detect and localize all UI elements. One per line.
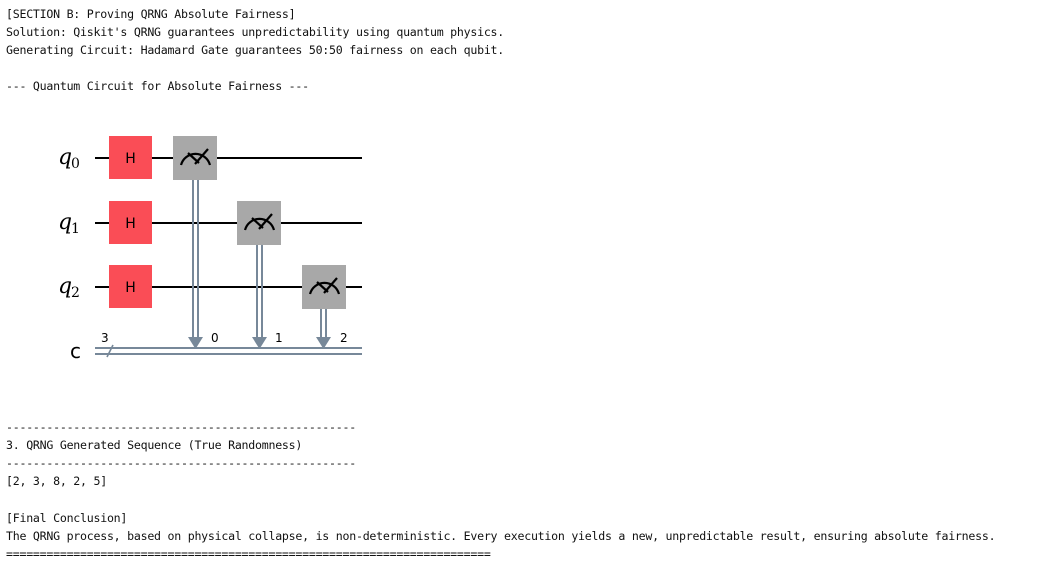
output-header-line-2: Solution: Qiskit's QRNG guarantees unpredictability using quantum physics. — [6, 25, 505, 39]
clbit-index-1: 1 — [275, 331, 283, 345]
register-size-slash — [107, 345, 113, 357]
svg-text:q: q — [58, 210, 73, 235]
measure-gate-q0 — [173, 136, 217, 180]
clbit-index-2: 2 — [340, 331, 348, 345]
measure-link-0 — [188, 180, 203, 349]
qubit-label-2 — [58, 274, 80, 301]
output-header-line-3: Generating Circuit: Hadamard Gate guarantees 50:50 fairness on each qubit. — [6, 43, 505, 57]
svg-text:1: 1 — [71, 221, 80, 237]
register-size-label: 3 — [101, 331, 109, 345]
final-conclusion-text: The QRNG process, based on physical collapse, is non-deterministic. Every execution yields a new, unpredictable result, ensuring absolute fairness. — [6, 529, 996, 543]
qubit-label-0 — [58, 145, 80, 172]
final-conclusion-heading: [Final Conclusion] — [6, 511, 128, 525]
svg-text:q: q — [58, 274, 73, 299]
svg-text:H: H — [125, 280, 136, 296]
hadamard-gate-q2 — [109, 265, 152, 308]
quantum-circuit-diagram — [40, 120, 380, 370]
svg-text:2: 2 — [71, 285, 80, 301]
measure-link-2 — [316, 309, 331, 349]
clbit-index-0: 0 — [211, 331, 219, 345]
hadamard-gate-q1 — [109, 201, 152, 244]
classical-wire — [95, 348, 362, 354]
svg-text:H: H — [125, 216, 136, 232]
classical-register-label: c — [70, 339, 81, 363]
svg-text:q: q — [58, 145, 73, 170]
svg-text:H: H — [125, 151, 136, 167]
separator-final: ======================================================================== — [6, 547, 491, 561]
hadamard-gate-q0 — [109, 136, 152, 179]
random-sequence: [2, 3, 8, 2, 5] — [6, 474, 107, 488]
measure-gate-q1 — [237, 201, 281, 245]
svg-text:0: 0 — [71, 156, 80, 172]
output-header-line-1: [SECTION B: Proving QRNG Absolute Fairness] — [6, 7, 296, 21]
section3-title: 3. QRNG Generated Sequence (True Randomness) — [6, 438, 303, 452]
measure-link-1 — [252, 244, 267, 349]
separator-bottom: ---------------------------------------------------- — [6, 456, 356, 470]
circuit-heading: --- Quantum Circuit for Absolute Fairness --- — [6, 79, 309, 93]
qubit-label-1 — [58, 210, 80, 237]
separator-top: ---------------------------------------------------- — [6, 420, 356, 434]
measure-gate-q2 — [302, 265, 346, 309]
